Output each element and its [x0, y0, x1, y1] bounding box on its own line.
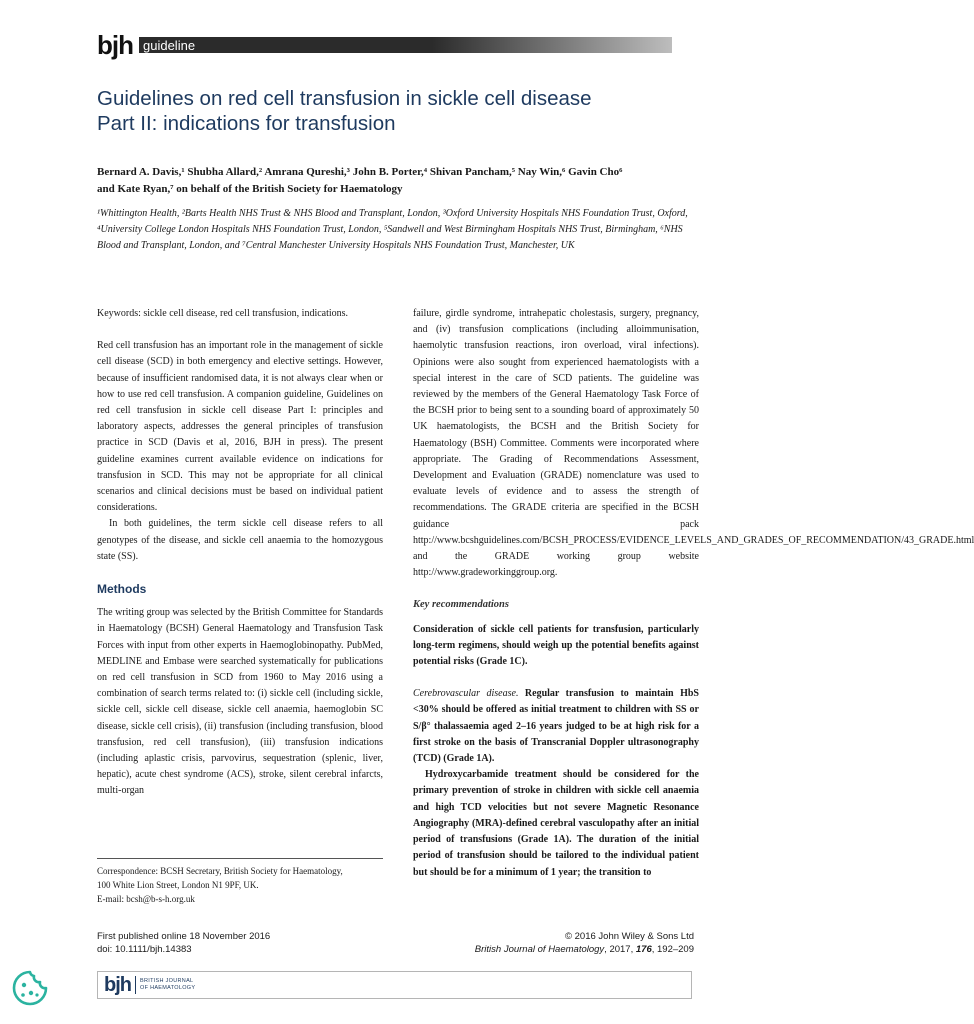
intro-paragraph-2: In both guidelines, the term sickle cell disease refers to all genotypes of the disease, and sickle cell anaemia to the homozygous state (SS).	[97, 518, 383, 562]
correspondence-email[interactable]: E-mail: bcsh@b-s-h.org.uk	[97, 894, 195, 904]
journal-year: , 2017,	[604, 944, 636, 955]
footer-journal-title-1: BRITISH JOURNAL	[140, 978, 194, 984]
cerebrovascular-label: Cerebrovascular disease.	[413, 688, 519, 700]
footer-journal-title-2: OF HAEMATOLOGY	[140, 985, 196, 991]
authors-line-1: Bernard A. Davis,¹ Shubha Allard,² Amrana Qureshi,³ John B. Porter,⁴ Shivan Pancham,⁵ Nay Win,⁶ Gavin Cho⁶	[97, 166, 623, 178]
article-title	[97, 86, 697, 136]
doi-link[interactable]: doi: 10.1111/bjh.14383	[97, 944, 192, 955]
footer-journal-banner	[97, 971, 692, 999]
title-line-2: Part II: indications for transfusion	[97, 112, 396, 135]
footer-logo: bjh	[104, 973, 131, 996]
keywords-text: sickle cell disease, red cell transfusion, indications.	[140, 308, 349, 319]
affiliations: ¹Whittington Health, ²Barts Health NHS Trust & NHS Blood and Transplant, London, ³Oxford University Hospitals NHS Foundation Trust, Oxford, ⁴University College London Hospitals NHS Foundation Trust, London, ⁵Sandwell and West Birmingham Hospitals NHS Trust, Birmingham, ⁶NHS Blood and Transplant, London, and ⁷Central Manchester University Hospitals NHS Foundation Trust, Manchester, UK	[97, 208, 688, 251]
correspondence-line-2: 100 White Lion Street, London N1 9PF, UK.	[97, 880, 259, 890]
journal-header	[97, 30, 672, 60]
recommendation-paragraph-2	[413, 686, 699, 767]
journal-logo: bjh	[97, 30, 133, 60]
journal-name: British Journal of Haematology	[474, 944, 605, 955]
left-column	[97, 306, 383, 800]
methods-paragraph: The writing group was selected by the British Committee for Standards in Haematology (BCSH) General Haematology and Transfusion Task Forces with input from other experts in Haemoglobinopathy. PubMed, MEDLINE and Embase were searched systematically for publications on red cell transfusion in SCD from 1960 to May 2016 using a combination of search terms related to: (i) sickle cell (including sickle, sickle cell, sickle cell disease, sickle cell anaemia, haemoglobin SC disease, sickle cell crisis), (ii) transfusion (including transfusion, blood transfusion, red cell transfusion), (iii) transfusion indications (including aplastic crisis, parvovirus, sequestration (splenic, liver, hepatic), acute chest syndrome (ACS), stroke, silent cerebral infarcts, multi-organ	[97, 607, 383, 797]
intro-paragraph-1: Red cell transfusion has an important role in the management of sickle cell disease (SCD) in both emergency and elective settings. However, because of insufficient randomised data, it is not always clear when or how to use red cell transfusion. A companion guideline, Guidelines on red cell transfusion in sickle cell disease Part I: principles and laboratory aspects, addresses the general principles of transfusion practice in SCD (Davis et al, 2016, BJH in press). The present guideline examines current available evidence on indications for transfusion in SCD. This may not be appropriate for all clinical scenarios and clinical decisions must be based on individual patient considerations.	[97, 340, 383, 514]
correspondence-line-1: Correspondence: BCSH Secretary, British Society for Haematology,	[97, 866, 343, 876]
title-line-1: Guidelines on red cell transfusion in sickle cell disease	[97, 87, 592, 110]
section-label: guideline	[143, 37, 196, 53]
citation-info	[475, 930, 694, 956]
journal-volume: 176	[635, 944, 652, 955]
keywords	[97, 306, 383, 322]
recommendation-paragraph-1: Consideration of sickle cell patients for transfusion, particularly long-term regimens, should weigh up the potential benefits against potential risks (Grade 1C).	[413, 623, 699, 668]
methods-heading: Methods	[97, 582, 147, 597]
footer-journal-title	[140, 978, 195, 992]
cookie-icon[interactable]	[10, 968, 50, 1008]
publication-info	[97, 930, 270, 956]
journal-pages: , 192–209	[651, 944, 694, 955]
key-recommendations-heading: Key recommendations	[413, 599, 509, 611]
cerebrovascular-text: Regular transfusion to maintain HbS <30% should be offered as initial treatment to children with SS or S/β° thalassaemia aged 2–16 years judged to be at high risk for a first stroke on the basis of Transcranial Doppler ultrasonography (TCD) (Grade 1A).	[413, 688, 699, 765]
copyright: © 2016 John Wiley & Sons Ltd	[565, 931, 694, 942]
journal-citation	[475, 943, 694, 956]
methods-continued-paragraph: failure, girdle syndrome, intrahepatic cholestasis, surgery, pregnancy, and (iv) transfusion complications (including alloimmunisation, haemolytic transfusion reactions, iron overload, viral infections). Opinions were also sought from experienced haematologists with a special interest in the care of SCD patients. The guideline was reviewed by the members of the General Haematology Task Force of the BCSH prior to being sent to a sounding board of approximately 50 UK haematologists, the BCSH and the British Society for Haematology (BSH) Committee. Comments were incorporated where appropriate. The Grading of Recommendations Assessment, Development and Evaluation (GRADE) nomenclature was used to evaluate levels of evidence and to assess the strength of recommendations. The GRADE criteria are specified in the BCSH guidance pack http://www.bcshguidelines.com/BCSH_PROCESS/EVIDENCE_LEVELS_AND_GRADES_OF_RECOMMENDATION/43_GRADE.html and the GRADE working group website http://www.gradeworkinggroup.org.	[413, 308, 974, 579]
recommendation-paragraph-3: Hydroxycarbamide treatment should be considered for the primary prevention of stroke in children with sickle cell anaemia and high TCD velocities but not severe Magnetic Resonance Angiography (MRA)-defined cerebral vasculopathy after an initial period of transfusions (Grade 1A). The duration of the initial period of transfusion should be tailored to the individual patient but should be for a minimum of 1 year; the transition to	[413, 769, 699, 878]
keywords-label: Keywords:	[97, 308, 141, 319]
correspondence-block	[97, 858, 383, 906]
author-list	[97, 164, 697, 198]
right-column	[413, 306, 974, 881]
published-date: First published online 18 November 2016	[97, 931, 271, 942]
section-bar	[139, 37, 672, 53]
authors-line-2: and Kate Ryan,⁷ on behalf of the British Society for Haematology	[97, 183, 403, 195]
footer-logo-divider	[135, 976, 136, 994]
